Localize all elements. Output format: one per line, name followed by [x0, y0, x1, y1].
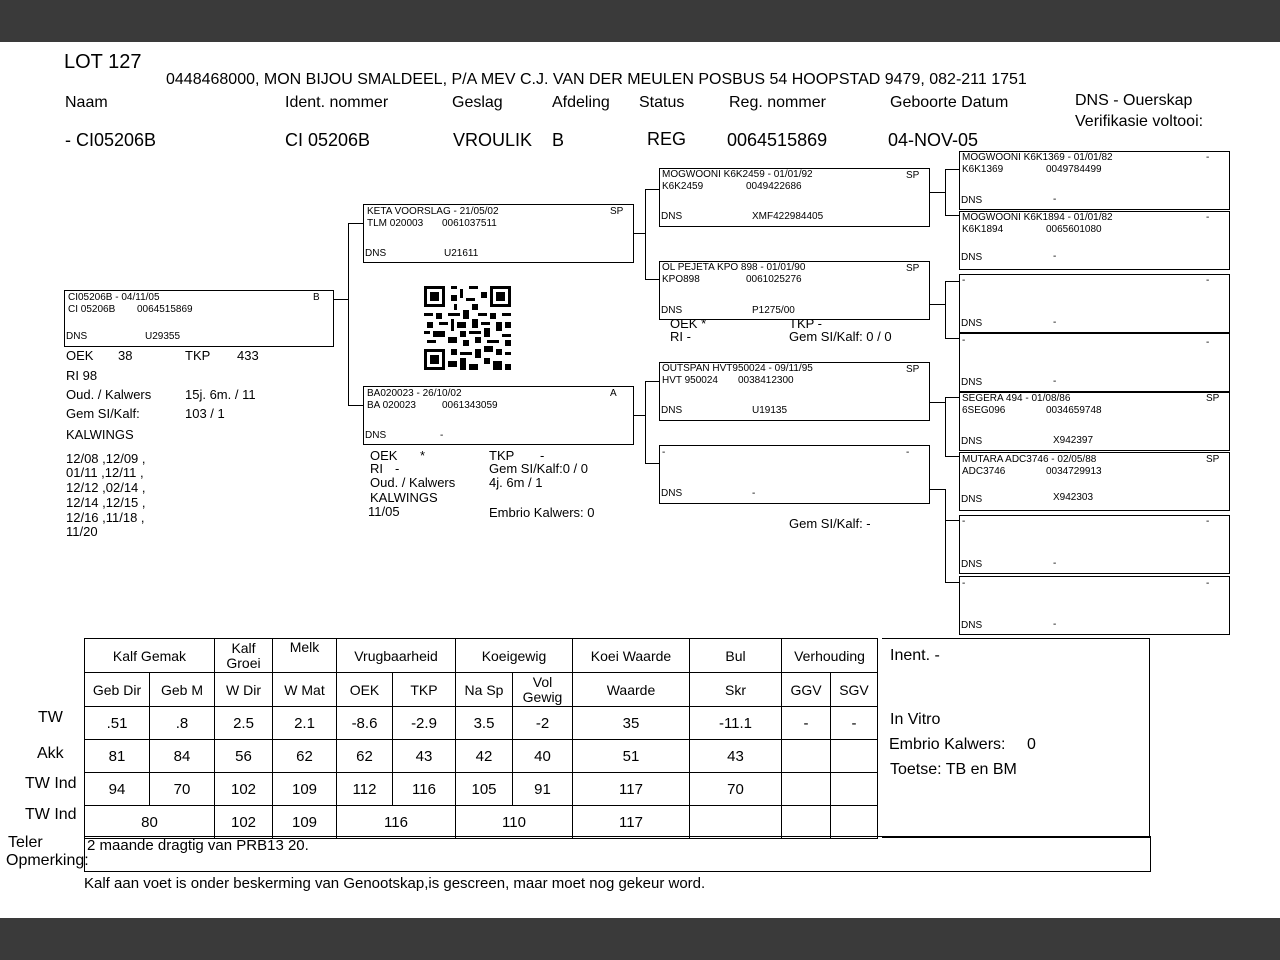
- tw-cell: 3.5: [456, 707, 513, 740]
- dam-oek-value: *: [420, 448, 426, 463]
- dam-gem: Gem SI/Kalf:0 / 0: [489, 461, 588, 476]
- sub-oek: OEK: [337, 673, 393, 707]
- label-dns-ouerskap: DNS - Ouerskap: [1075, 92, 1193, 109]
- twind-cell: 91: [513, 773, 573, 806]
- gp-title: -: [662, 447, 666, 458]
- akk-cell: [782, 740, 831, 773]
- kalwing-line: 12/16 ,11/18 ,: [66, 510, 145, 525]
- tw-cell: 2.5: [215, 707, 273, 740]
- twind-cell: 117: [573, 773, 690, 806]
- connector: [929, 192, 945, 193]
- ggp-title: MOGWOONI K6K1894 - 01/01/82: [962, 212, 1113, 223]
- label-status: Status: [639, 94, 685, 111]
- label-ident: Ident. nommer: [285, 94, 389, 111]
- ggp-dns: DNS: [961, 195, 983, 206]
- sire-dns: DNS: [365, 248, 387, 259]
- dam-ri-label: RI: [370, 461, 383, 476]
- twind2-cell: 102: [215, 806, 273, 839]
- ggp-title: -: [962, 335, 966, 346]
- dam-oud-label: Oud. / Kalwers: [370, 475, 456, 490]
- dam-tkp-label: TKP: [489, 448, 515, 463]
- toetse: Toetse: TB en BM: [890, 761, 1017, 778]
- sub-skr: Skr: [690, 673, 782, 707]
- animal-gem-value: 103 / 1: [185, 406, 225, 421]
- akk-cell: 81: [85, 740, 150, 773]
- animal-tkp-label: TKP: [185, 348, 211, 363]
- value-reg: 0064515869: [727, 130, 828, 150]
- twind2-cell: 117: [573, 806, 690, 839]
- ggp-reg: 0034659748: [1046, 405, 1102, 416]
- kalwing-line: 12/14 ,12/15 ,: [66, 495, 146, 510]
- animal-oek-value: 38: [118, 348, 133, 363]
- ggp-dns: DNS: [961, 559, 983, 570]
- group-vrugbaarheid: Vrugbaarheid: [337, 639, 456, 673]
- connector: [645, 189, 660, 190]
- animal-oud-label: Oud. / Kalwers: [66, 387, 152, 402]
- value-geboorte: 04-NOV-05: [888, 130, 979, 150]
- animal-tag: B: [313, 292, 320, 303]
- connector: [945, 397, 946, 457]
- grandparent-box: [659, 168, 930, 227]
- connector: [645, 189, 646, 280]
- twind2-cell: 116: [337, 806, 456, 839]
- twind-cell: [782, 773, 831, 806]
- sire-title: KETA VOORSLAG - 21/05/02: [367, 206, 499, 217]
- sub-vol-gewig: Vol Gewig: [513, 673, 573, 707]
- great-grandparent-box: [959, 452, 1230, 511]
- top-band: [0, 0, 1280, 42]
- dam-dns: DNS: [365, 430, 387, 441]
- animal-oek-label: OEK: [66, 348, 94, 363]
- gp-dns: DNS: [661, 211, 683, 222]
- connector: [645, 381, 660, 382]
- sire-dns-value: U21611: [444, 248, 479, 259]
- gp-reg: 0038412300: [738, 375, 794, 386]
- dam-dns-value: -: [440, 430, 444, 441]
- gp-ident: K6K2459: [662, 181, 704, 192]
- dam-oud-value: 4j. 6m / 1: [489, 475, 543, 490]
- tw-cell: -11.1: [690, 707, 782, 740]
- connector: [945, 520, 960, 521]
- dam-embrio: Embrio Kalwers: 0: [489, 505, 595, 520]
- kalwing-line: 11/20: [66, 524, 98, 539]
- kalwing-line: 01/11 ,12/11 ,: [66, 465, 144, 480]
- connector: [945, 169, 946, 216]
- label-dns-verifikasie: Verifikasie voltooi:: [1075, 113, 1204, 130]
- sub-waarde: Waarde: [573, 673, 690, 707]
- akk-cell: [831, 740, 878, 773]
- animal-gem-label: Gem SI/Kalf:: [66, 406, 140, 421]
- ggp-tag: SP: [1206, 454, 1220, 465]
- connector: [945, 456, 960, 457]
- connector: [645, 463, 660, 464]
- ggp-dns: DNS: [961, 620, 983, 631]
- value-naam: - CI05206B: [65, 130, 157, 150]
- sire-tag: SP: [610, 206, 624, 217]
- ggp-title: SEGERA 494 - 01/08/86: [962, 393, 1071, 404]
- connector: [945, 281, 946, 339]
- connector: [945, 215, 960, 216]
- footer-note: Kalf aan voet is onder beskerming van Genootskap,is gescreen, maar moet nog gekeur word.: [84, 875, 706, 892]
- dam-ri-value: -: [395, 461, 400, 476]
- twind-cell: 112: [337, 773, 393, 806]
- great-grandparent-box: [959, 274, 1230, 333]
- gp-dns: DNS: [661, 305, 683, 316]
- tw-cell: -2: [513, 707, 573, 740]
- tw-cell: -8.6: [337, 707, 393, 740]
- akk-cell: 40: [513, 740, 573, 773]
- kalwing-line: 12/08 ,12/09 ,: [66, 451, 146, 466]
- connector: [633, 233, 645, 234]
- gp-gem: Gem SI/Kalf: 0 / 0: [789, 329, 892, 344]
- row-label-tw-ind-2: TW Ind: [25, 806, 77, 823]
- twind2-cell: 109: [273, 806, 337, 839]
- sub-sgv: SGV: [831, 673, 878, 707]
- group-koei-waarde: Koei Waarde: [573, 639, 690, 673]
- gp-tag: -: [906, 447, 910, 458]
- ggp-dns-value: -: [1053, 251, 1057, 262]
- label-geboorte: Geboorte Datum: [890, 94, 1009, 111]
- akk-cell: 43: [690, 740, 782, 773]
- ggp-title: MUTARA ADC3746 - 02/05/88: [962, 454, 1097, 465]
- ggp-tag: -: [1206, 152, 1210, 163]
- remark-text: 2 maande dragtig van PRB13 20.: [87, 837, 309, 854]
- twind-cell: 109: [273, 773, 337, 806]
- great-grandparent-box: [959, 151, 1230, 210]
- connector: [945, 397, 960, 398]
- teler-label: Teler: [8, 834, 43, 851]
- empty-cell: [831, 806, 878, 839]
- ggp-reg: 0049784499: [1046, 164, 1102, 175]
- animal-title: CI05206B - 04/11/05: [68, 292, 160, 303]
- connector: [929, 304, 945, 305]
- dam-oek-label: OEK: [370, 448, 398, 463]
- empty-cell: [690, 806, 782, 839]
- ggp-ident: K6K1369: [962, 164, 1004, 175]
- tw-cell: 35: [573, 707, 690, 740]
- gp-ident: HVT 950024: [662, 375, 718, 386]
- gp-oek: OEK *: [670, 316, 707, 331]
- ggp-tag: -: [1206, 212, 1210, 223]
- inent-panel: [882, 638, 1150, 838]
- ggp-reg: 0065601080: [1046, 224, 1102, 235]
- sub-w-dir: W Dir: [215, 673, 273, 707]
- gp-dns-value: -: [752, 488, 756, 499]
- label-geslag: Geslag: [452, 94, 503, 111]
- gp-title: OL PEJETA KPO 898 - 01/01/90: [662, 262, 806, 273]
- qr-code-icon: [424, 286, 511, 370]
- akk-cell: 56: [215, 740, 273, 773]
- bottom-band: [0, 918, 1280, 960]
- embrio-label: Embrio Kalwers:: [889, 736, 1006, 753]
- tw-cell: .8: [150, 707, 215, 740]
- twind-cell: 94: [85, 773, 150, 806]
- lot-number: LOT 127: [64, 51, 142, 73]
- ggp-title: MOGWOONI K6K1369 - 01/01/82: [962, 152, 1113, 163]
- ggp-tag: -: [1206, 578, 1210, 589]
- animal-dns: DNS: [66, 331, 88, 342]
- ggp-title: -: [962, 275, 966, 286]
- gp-tag: SP: [906, 170, 920, 181]
- dam-box: [363, 386, 634, 445]
- gp-reg: 0061025276: [746, 274, 802, 285]
- tw-cell: -: [831, 707, 878, 740]
- embrio-value: 0: [1027, 736, 1036, 753]
- group-melk: Melk: [273, 639, 337, 673]
- grandparent-box: [659, 261, 930, 320]
- great-grandparent-box: [959, 392, 1230, 451]
- connector: [929, 402, 945, 403]
- gp-ri: RI -: [670, 329, 691, 344]
- ggp-reg: 0034729913: [1046, 466, 1102, 477]
- ggp-title: -: [962, 516, 966, 527]
- twind2-cell: 80: [85, 806, 215, 839]
- in-vitro: In Vitro: [890, 711, 941, 728]
- animal-box: [64, 290, 334, 347]
- twind-cell: [831, 773, 878, 806]
- gp-dns: DNS: [661, 405, 683, 416]
- great-grandparent-box: [959, 515, 1230, 574]
- opmerking-label: Opmerking:: [6, 852, 89, 869]
- gp-tkp: TKP -: [789, 316, 822, 331]
- gp-dns-value: XMF422984405: [752, 211, 824, 222]
- ggp-dns-value: -: [1053, 317, 1057, 328]
- connector: [348, 223, 364, 224]
- label-reg: Reg. nommer: [729, 94, 826, 111]
- group-verhouding: Verhouding: [782, 639, 878, 673]
- animal-tkp-value: 433: [237, 348, 259, 363]
- ggp-dns: DNS: [961, 252, 983, 263]
- dam-tkp-value: -: [540, 448, 545, 463]
- akk-cell: 84: [150, 740, 215, 773]
- animal-oud-value: 15j. 6m. / 11: [185, 387, 256, 402]
- dam-kalwings-value: 11/05: [368, 504, 400, 519]
- gp-dns-value: P1275/00: [752, 305, 795, 316]
- gp-gem: Gem SI/Kalf: -: [789, 516, 871, 531]
- animal-kalwings: KALWINGS: [66, 427, 134, 442]
- connector: [929, 489, 945, 490]
- sub-tkp: TKP: [393, 673, 456, 707]
- sire-ident: TLM 020003: [367, 218, 424, 229]
- ggp-tag: -: [1206, 516, 1210, 527]
- connector: [945, 169, 960, 170]
- label-afdeling: Afdeling: [552, 94, 610, 111]
- ggp-dns-value: X942303: [1053, 492, 1094, 503]
- gp-dns: DNS: [661, 488, 683, 499]
- label-naam: Naam: [65, 94, 108, 111]
- remark-box: [84, 836, 1151, 872]
- inent: Inent. -: [890, 647, 940, 664]
- kalwing-line: 12/12 ,02/14 ,: [66, 480, 146, 495]
- akk-cell: 51: [573, 740, 690, 773]
- sub-geb-m: Geb M: [150, 673, 215, 707]
- animal-ri: RI 98: [66, 368, 98, 383]
- gp-title: MOGWOONI K6K2459 - 01/01/92: [662, 169, 813, 180]
- twind2-cell: 110: [456, 806, 573, 839]
- ggp-dns-value: -: [1053, 619, 1057, 630]
- value-status: REG: [647, 129, 687, 149]
- ggp-dns-value: -: [1053, 194, 1057, 205]
- twind-cell: 102: [215, 773, 273, 806]
- group-kalf-gemak: Kalf Gemak: [85, 639, 215, 673]
- great-grandparent-box: [959, 333, 1230, 392]
- tw-cell: -: [782, 707, 831, 740]
- row-label-tw-ind: TW Ind: [25, 775, 77, 792]
- tw-cell: 2.1: [273, 707, 337, 740]
- akk-cell: 62: [273, 740, 337, 773]
- connector: [645, 279, 660, 280]
- ggp-dns-value: X942397: [1053, 435, 1094, 446]
- connector: [633, 415, 645, 416]
- sub-geb-dir: Geb Dir: [85, 673, 150, 707]
- group-bul: Bul: [690, 639, 782, 673]
- animal-dns-value: U29355: [145, 331, 181, 342]
- animal-reg: 0064515869: [137, 304, 193, 315]
- row-label-akk: Akk: [37, 745, 64, 762]
- ggp-dns: DNS: [961, 494, 983, 505]
- tw-cell: -2.9: [393, 707, 456, 740]
- great-grandparent-box: [959, 576, 1230, 635]
- ggp-dns: DNS: [961, 318, 983, 329]
- sub-na-sp: Na Sp: [456, 673, 513, 707]
- gp-reg: 0049422686: [746, 181, 802, 192]
- connector: [945, 582, 960, 583]
- gp-ident: KPO898: [662, 274, 700, 285]
- connector: [348, 405, 364, 406]
- grandparent-box: [659, 362, 930, 421]
- twind-cell: 70: [150, 773, 215, 806]
- sire-reg: 0061037511: [442, 218, 497, 229]
- connector: [945, 338, 960, 339]
- tw-cell: .51: [85, 707, 150, 740]
- great-grandparent-box: [959, 211, 1230, 270]
- dam-reg: 0061343059: [442, 400, 498, 411]
- ggp-dns: DNS: [961, 377, 983, 388]
- ggp-tag: SP: [1206, 393, 1220, 404]
- akk-cell: 62: [337, 740, 393, 773]
- akk-cell: 43: [393, 740, 456, 773]
- twind-cell: 105: [456, 773, 513, 806]
- dam-title: BA020023 - 26/10/02: [367, 388, 462, 399]
- gp-dns-value: U19135: [752, 405, 788, 416]
- twind-cell: 116: [393, 773, 456, 806]
- dam-tag: A: [610, 388, 617, 399]
- group-kalf-groei: Kalf Groei: [215, 639, 273, 673]
- empty-cell: [782, 806, 831, 839]
- ggp-tag: -: [1206, 337, 1210, 348]
- group-koeigewig: Koeigewig: [456, 639, 573, 673]
- connector: [945, 281, 960, 282]
- twind-cell: 70: [690, 773, 782, 806]
- connector: [333, 299, 349, 300]
- sire-box: [363, 204, 634, 263]
- ggp-dns-value: -: [1053, 376, 1057, 387]
- sub-w-mat: W Mat: [273, 673, 337, 707]
- value-afdeling: B: [552, 130, 565, 150]
- dam-kalwings: KALWINGS: [370, 490, 438, 505]
- value-ident: CI 05206B: [285, 130, 371, 150]
- connector: [645, 381, 646, 464]
- grandparent-box: [659, 445, 930, 504]
- value-geslag: VROULIK: [453, 130, 533, 150]
- gp-tag: SP: [906, 364, 920, 375]
- gp-title: OUTSPAN HVT950024 - 09/11/95: [662, 363, 813, 374]
- row-label-tw: TW: [38, 709, 63, 726]
- ggp-tag: -: [1206, 275, 1210, 286]
- animal-ident: CI 05206B: [68, 304, 116, 315]
- ggp-title: -: [962, 578, 966, 589]
- ggp-dns: DNS: [961, 436, 983, 447]
- sub-ggv: GGV: [782, 673, 831, 707]
- gp-tag: SP: [906, 263, 920, 274]
- ggp-ident: K6K1894: [962, 224, 1004, 235]
- connector: [348, 223, 349, 406]
- connector: [945, 489, 946, 583]
- ggp-ident: ADC3746: [962, 466, 1006, 477]
- performance-table: [84, 638, 878, 839]
- breeder-info: 0448468000, MON BIJOU SMALDEEL, P/A MEV C.J. VAN DER MEULEN POSBUS 54 HOOPSTAD 9479, 082-211 1751: [166, 71, 1027, 88]
- ggp-ident: 6SEG096: [962, 405, 1006, 416]
- dam-ident: BA 020023: [367, 400, 416, 411]
- akk-cell: 42: [456, 740, 513, 773]
- ggp-dns-value: -: [1053, 558, 1057, 569]
